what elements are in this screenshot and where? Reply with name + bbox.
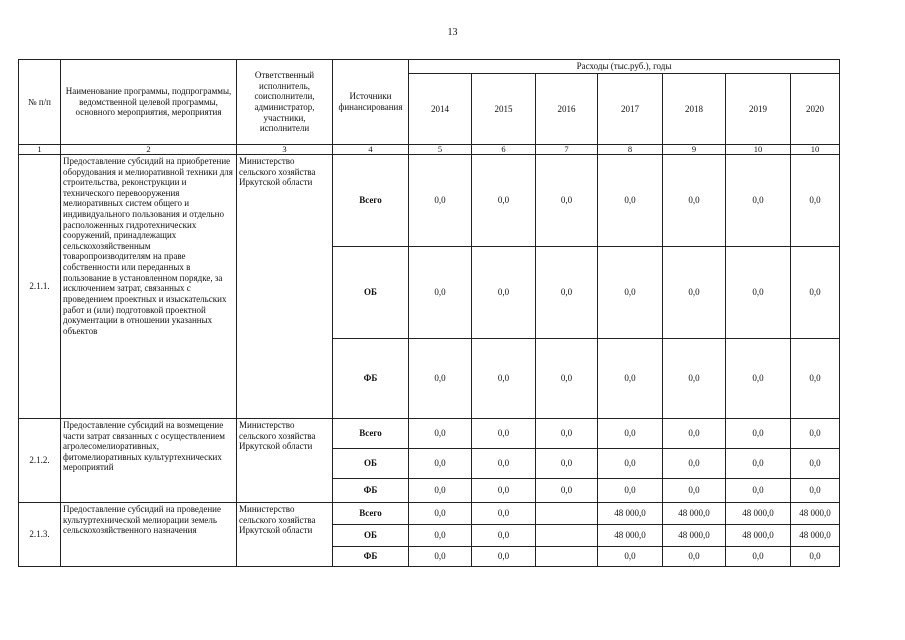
funding-source: ОБ: [333, 449, 409, 479]
column-number: 1: [19, 145, 61, 155]
expense-value: 0,0: [791, 247, 840, 339]
header-num: № п/п: [19, 60, 61, 145]
expense-value: 0,0: [536, 479, 598, 503]
expense-value: 0,0: [536, 419, 598, 449]
table-row: [19, 155, 840, 247]
measure-name: Предоставление субсидий на проведение культуртехнической мелиорации земель сельскохозяйственного назначения: [61, 503, 237, 567]
expense-value: 0,0: [726, 155, 791, 247]
expense-value: 48 000,0: [598, 525, 663, 547]
expense-value: 0,0: [409, 419, 472, 449]
expense-value: 0,0: [472, 449, 536, 479]
header-year: 2020: [791, 74, 840, 145]
header-year: 2017: [598, 74, 663, 145]
expense-value: 48 000,0: [663, 525, 726, 547]
column-number: 5: [409, 145, 472, 155]
funding-source: Всего: [333, 419, 409, 449]
expense-value: 0,0: [472, 479, 536, 503]
funding-source: Всего: [333, 155, 409, 247]
table-row: [19, 503, 840, 525]
funding-source: ФБ: [333, 547, 409, 567]
expense-value: 48 000,0: [791, 503, 840, 525]
funding-source: ФБ: [333, 339, 409, 419]
column-number: 4: [333, 145, 409, 155]
page-number: 13: [447, 27, 458, 38]
expense-value: 0,0: [726, 479, 791, 503]
column-number: 2: [61, 145, 237, 155]
expense-value: 0,0: [472, 155, 536, 247]
expense-value: 0,0: [536, 155, 598, 247]
expense-value: 0,0: [791, 419, 840, 449]
column-number: 7: [536, 145, 598, 155]
measure-number: 2.1.3.: [19, 503, 61, 567]
measure-number: 2.1.2.: [19, 419, 61, 503]
expense-value: 0,0: [663, 449, 726, 479]
header-name: Наименование программы, подпрограммы, ведомственной целевой программы, основного мероприятия, мероприятия: [61, 60, 237, 145]
expense-value: 0,0: [663, 419, 726, 449]
responsible-executor: Министерство сельского хозяйства Иркутской области: [237, 503, 333, 567]
expense-value: 0,0: [726, 339, 791, 419]
expense-value: 0,0: [663, 339, 726, 419]
funding-source: Всего: [333, 503, 409, 525]
expenses-table: [18, 59, 840, 567]
expense-value: 0,0: [726, 419, 791, 449]
funding-source: ФБ: [333, 479, 409, 503]
expense-value: 0,0: [409, 339, 472, 419]
expense-value: 0,0: [663, 247, 726, 339]
column-number: 3: [237, 145, 333, 155]
expense-value: 0,0: [598, 247, 663, 339]
expense-value: 0,0: [472, 247, 536, 339]
measure-name: Предоставление субсидий на возмещение части затрат связанных с осуществлением агролесомелиоративных, фитомелиоративных культуртехнических мероприятий: [61, 419, 237, 503]
expense-value: 0,0: [598, 339, 663, 419]
expense-value: 0,0: [472, 547, 536, 567]
expense-value: 48 000,0: [726, 503, 791, 525]
header-expenses: Расходы (тыс.руб.), годы: [409, 60, 840, 74]
funding-source: ОБ: [333, 247, 409, 339]
table-row: [19, 419, 840, 449]
responsible-executor: Министерство сельского хозяйства Иркутской области: [237, 155, 333, 419]
expense-value: 0,0: [536, 247, 598, 339]
expense-value: 0,0: [409, 449, 472, 479]
expense-value: 0,0: [663, 479, 726, 503]
header-year: 2016: [536, 74, 598, 145]
expense-value: 0,0: [791, 155, 840, 247]
funding-source: ОБ: [333, 525, 409, 547]
expense-value: [536, 503, 598, 525]
expense-value: 48 000,0: [598, 503, 663, 525]
header-responsible: Ответственный исполнитель, соисполнители, администратор, участники, исполнители: [237, 60, 333, 145]
column-number: 10: [726, 145, 791, 155]
expense-value: 0,0: [536, 449, 598, 479]
expense-value: 0,0: [726, 449, 791, 479]
expense-value: 0,0: [791, 479, 840, 503]
expense-value: 0,0: [409, 547, 472, 567]
expense-value: 0,0: [598, 547, 663, 567]
header-year: 2014: [409, 74, 472, 145]
column-number: 6: [472, 145, 536, 155]
expense-value: 0,0: [598, 479, 663, 503]
expense-value: 0,0: [598, 419, 663, 449]
expense-value: 0,0: [472, 339, 536, 419]
column-number: 9: [663, 145, 726, 155]
header-sources: Источники финансирования: [333, 60, 409, 145]
expense-value: 0,0: [472, 525, 536, 547]
expense-value: 0,0: [726, 547, 791, 567]
expense-value: 0,0: [663, 155, 726, 247]
column-number: 10: [791, 145, 840, 155]
header-year: 2019: [726, 74, 791, 145]
expense-value: 0,0: [791, 339, 840, 419]
responsible-executor: Министерство сельского хозяйства Иркутской области: [237, 419, 333, 503]
expense-value: 0,0: [409, 525, 472, 547]
header-year: 2015: [472, 74, 536, 145]
expense-value: 0,0: [663, 547, 726, 567]
expense-value: 0,0: [726, 247, 791, 339]
expense-value: [536, 547, 598, 567]
expense-value: 0,0: [472, 419, 536, 449]
expense-value: 48 000,0: [791, 525, 840, 547]
expense-value: [536, 525, 598, 547]
expense-value: 0,0: [409, 503, 472, 525]
expense-value: 0,0: [598, 449, 663, 479]
expense-value: 0,0: [791, 547, 840, 567]
header-year: 2018: [663, 74, 726, 145]
expense-value: 0,0: [472, 503, 536, 525]
expense-value: 0,0: [409, 155, 472, 247]
measure-name: Предоставление субсидий на приобретение оборудования и мелиоративной техники для строительства, реконструкции и технического перевооружения мелиоративных систем общего и индивидуального пользования и отдельно расположенных гидротехнических сооружений, принадлежащих сельскохозяйственным товаропроизводителям на праве собственности или переданных в пользование в установленном порядке, за исключением затрат, связанных с проведением проектных и изыскательских работ и (или) подготовкой проектной документации в отношении указанных объектов: [61, 155, 237, 419]
expense-value: 0,0: [409, 479, 472, 503]
expense-value: 0,0: [598, 155, 663, 247]
expense-value: 48 000,0: [663, 503, 726, 525]
expense-value: 0,0: [791, 449, 840, 479]
expense-value: 48 000,0: [726, 525, 791, 547]
expense-value: 0,0: [409, 247, 472, 339]
measure-number: 2.1.1.: [19, 155, 61, 419]
expense-value: 0,0: [536, 339, 598, 419]
column-number: 8: [598, 145, 663, 155]
